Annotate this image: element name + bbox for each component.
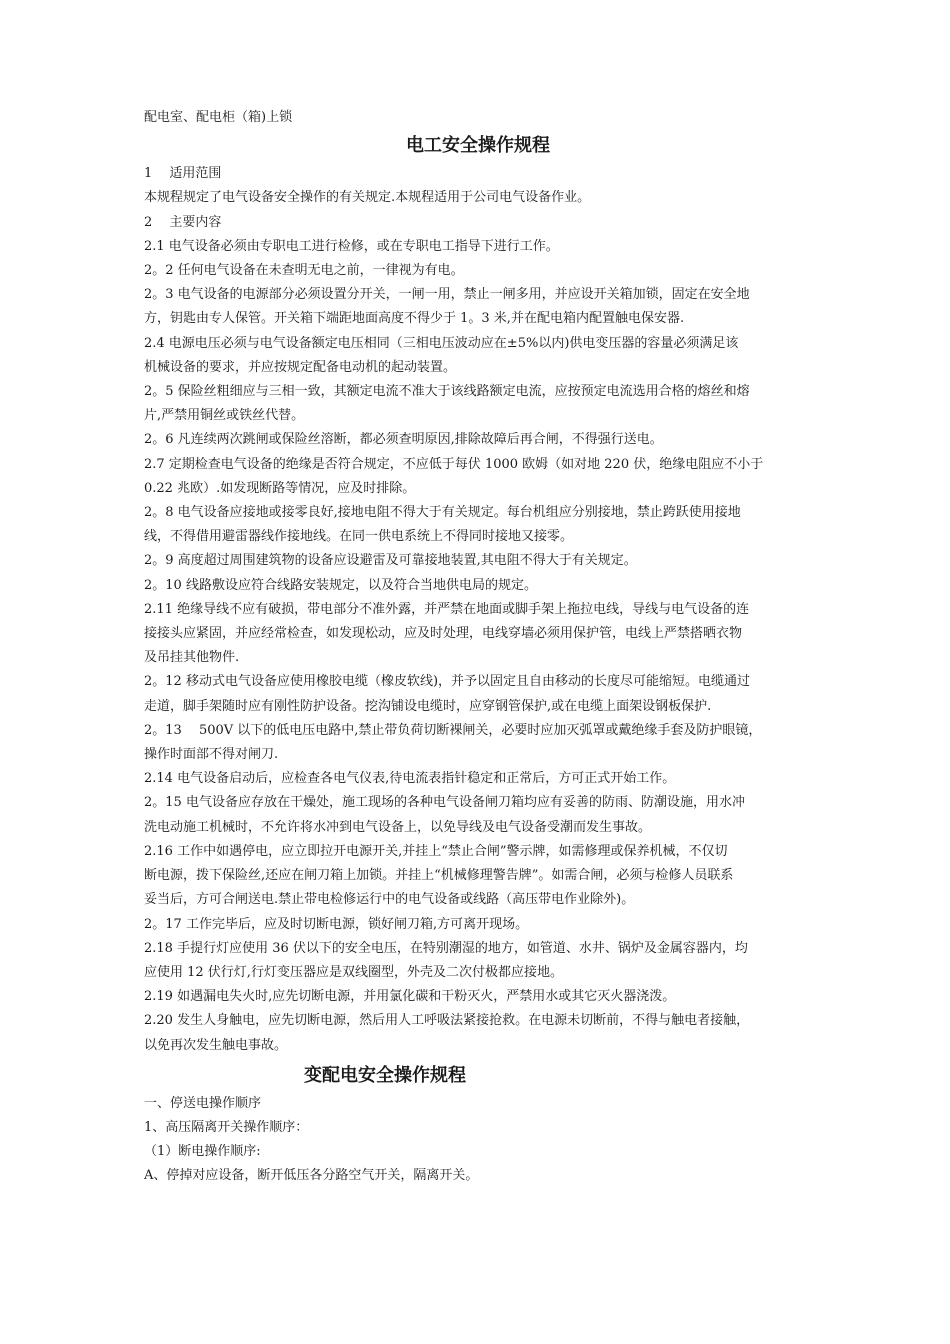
text-line: 0.22 兆欧）.如发现断路等情况，应及时排除。 [144, 480, 416, 496]
text-line: 一、停送电操作顺序 [144, 1095, 262, 1111]
text-line: 2。17 工作完毕后，应及时切断电源，锁好闸刀箱,方可离开现场。 [144, 916, 529, 932]
title-electrician-safety: 电工安全操作规程 [406, 135, 550, 157]
text-line: 2。12 移动式电气设备应使用橡胶电缆（橡皮软线)，并予以固定且自由移动的长度尽可能缩短。电缆通过 [144, 674, 751, 690]
text-line: 机械设备的要求，并应按规定配备电动机的起动装置。 [144, 359, 457, 375]
text-line: 接接头应紧固，并应经常检查，如发现松动，应及时处理，电线穿墙必须用保护管，电线上严禁搭晒衣物 [144, 626, 743, 642]
text-line: 2.18 手提行灯应使用 36 伏以下的安全电压，在特别潮湿的地方，如管道、水井、锅炉及金属容器内，均 [144, 940, 748, 956]
pre-title: 配电室、配电柜（箱)上锁 [144, 110, 293, 125]
title-substation-safety: 变配电安全操作规程 [304, 1064, 466, 1086]
text-line: 及吊挂其他物件. [144, 650, 240, 666]
text-line: 线，不得借用避雷器线作接地线。在同一供电系统上不得同时接地又接零。 [144, 529, 574, 545]
text-line: 2.7 定期检查电气设备的绝缘是否符合规定，不应低于每伏 1000 欧姆（如对地 220 伏，绝缘电阻应不小于 [144, 456, 764, 472]
text-line: 1 适用范围 [144, 166, 222, 182]
text-line: 2。10 线路敷设应符合线路安装规定，以及符合当地供电局的规定。 [144, 577, 537, 593]
text-line: 以免再次发生触电事故。 [144, 1037, 288, 1053]
text-line: 操作时面部不得对闸刀. [144, 747, 279, 763]
text-line: 2.19 如遇漏电失火时,应先切断电源，并用氯化碳和干粉灭火，严禁用水或其它灭火器浇泼。 [144, 989, 676, 1005]
section-substation-rules [144, 1092, 812, 1189]
section-electrician-rules [144, 162, 812, 1058]
text-line: 2。15 电气设备应存放在干燥处，施工现场的各种电气设备闸刀箱均应有妥善的防雨、防潮设施，用水冲 [144, 795, 745, 811]
document-page [144, 106, 812, 1189]
text-line: 片,严禁用铜丝或铁丝代替。 [144, 408, 305, 424]
text-line: 2.1 电气设备必须由专职电工进行检修，或在专职电工指导下进行工作。 [144, 238, 559, 254]
text-line: 2。5 保险丝粗细应与三相一致，其额定电流不准大于该线路额定电流，应按预定电流选用合格的熔丝和熔 [144, 384, 750, 400]
text-line: 2。8 电气设备应接地或接零良好,接地电阻不得大于有关规定。每台机组应分别接地，禁止跨跃使用接地 [144, 505, 741, 521]
text-line: 2.14 电气设备启动后，应检查各电气仪表,待电流表指针稳定和正常后，方可正式开始工作。 [144, 771, 676, 787]
text-line: 走道，脚手架随时应有刚性防护设备。挖沟铺设电缆时，应穿钢管保护,或在电缆上面架设钢板保护. [144, 698, 712, 714]
text-line: （1）断电操作顺序: [144, 1144, 261, 1160]
text-line: 断电源，拨下保险丝,还应在闸刀箱上加锁。并挂上“机械修理警告牌”。如需合闸，必须与检修人员联系 [144, 868, 734, 884]
text-line: 2。13 500V 以下的低电压电路中,禁止带负荷切断裸闸关，必要时应加灭弧罩或戴绝缘手套及防护眼镜， [144, 722, 762, 738]
text-line: 妥当后，方可合闸送电.禁止带电检修运行中的电气设备或线路（高压带电作业除外)。 [144, 892, 635, 908]
text-line: 2。6 凡连续两次跳闸或保险丝溶断，都必须查明原因,排除故障后再合闸，不得强行送电。 [144, 432, 663, 448]
text-line: A、停掉对应设备，断开低压各分路空气开关，隔离开关。 [144, 1168, 479, 1184]
text-line: 2。3 电气设备的电源部分必须设置分开关，一闸一用，禁止一闸多用，并应设开关箱加锁，固定在安全地 [144, 287, 750, 303]
text-line: 2.11 绝缘导线不应有破损，带电部分不准外露，并严禁在地面或脚手架上拖拉电线，导线与电气设备的连 [144, 601, 750, 617]
text-line: 洗电动施工机械时，不允许将水冲到电气设备上，以免导线及电气设备受潮而发生事故。 [144, 819, 652, 835]
text-line: 2。2 任何电气设备在未查明无电之前，一律视为有电。 [144, 263, 464, 279]
text-line: 2 主要内容 [144, 214, 222, 230]
text-line: 本规程规定了电气设备安全操作的有关规定.本规程适用于公司电气设备作业。 [144, 190, 591, 206]
text-line: 2.16 工作中如遇停电，应立即拉开电源开关,并挂上“禁止合闸”警示牌，如需修理或保养机械，不仅切 [144, 843, 728, 859]
text-line: 方，钥匙由专人保管。开关箱下端距地面高度不得少于 1。3 米,并在配电箱内配置触电保安器. [144, 311, 685, 327]
text-line: 2.20 发生人身触电，应先切断电源，然后用人工呼吸法紧接抢救。在电源未切断前，不得与触电者接触， [144, 1013, 750, 1029]
text-line: 2。9 高度超过周围建筑物的设备应设避雷及可靠接地装置,其电阻不得大于有关规定。 [144, 553, 637, 569]
text-line: 应使用 12 伏行灯,行灯变压器应是双线圈型，外壳及二次付极都应接地。 [144, 964, 563, 980]
text-line: 2.4 电源电压必须与电气设备额定电压相同（三相电压波动应在±5%以内)供电变压器的容量必须满足该 [144, 335, 739, 351]
text-line: 1、高压隔离开关操作顺序： [144, 1119, 309, 1135]
